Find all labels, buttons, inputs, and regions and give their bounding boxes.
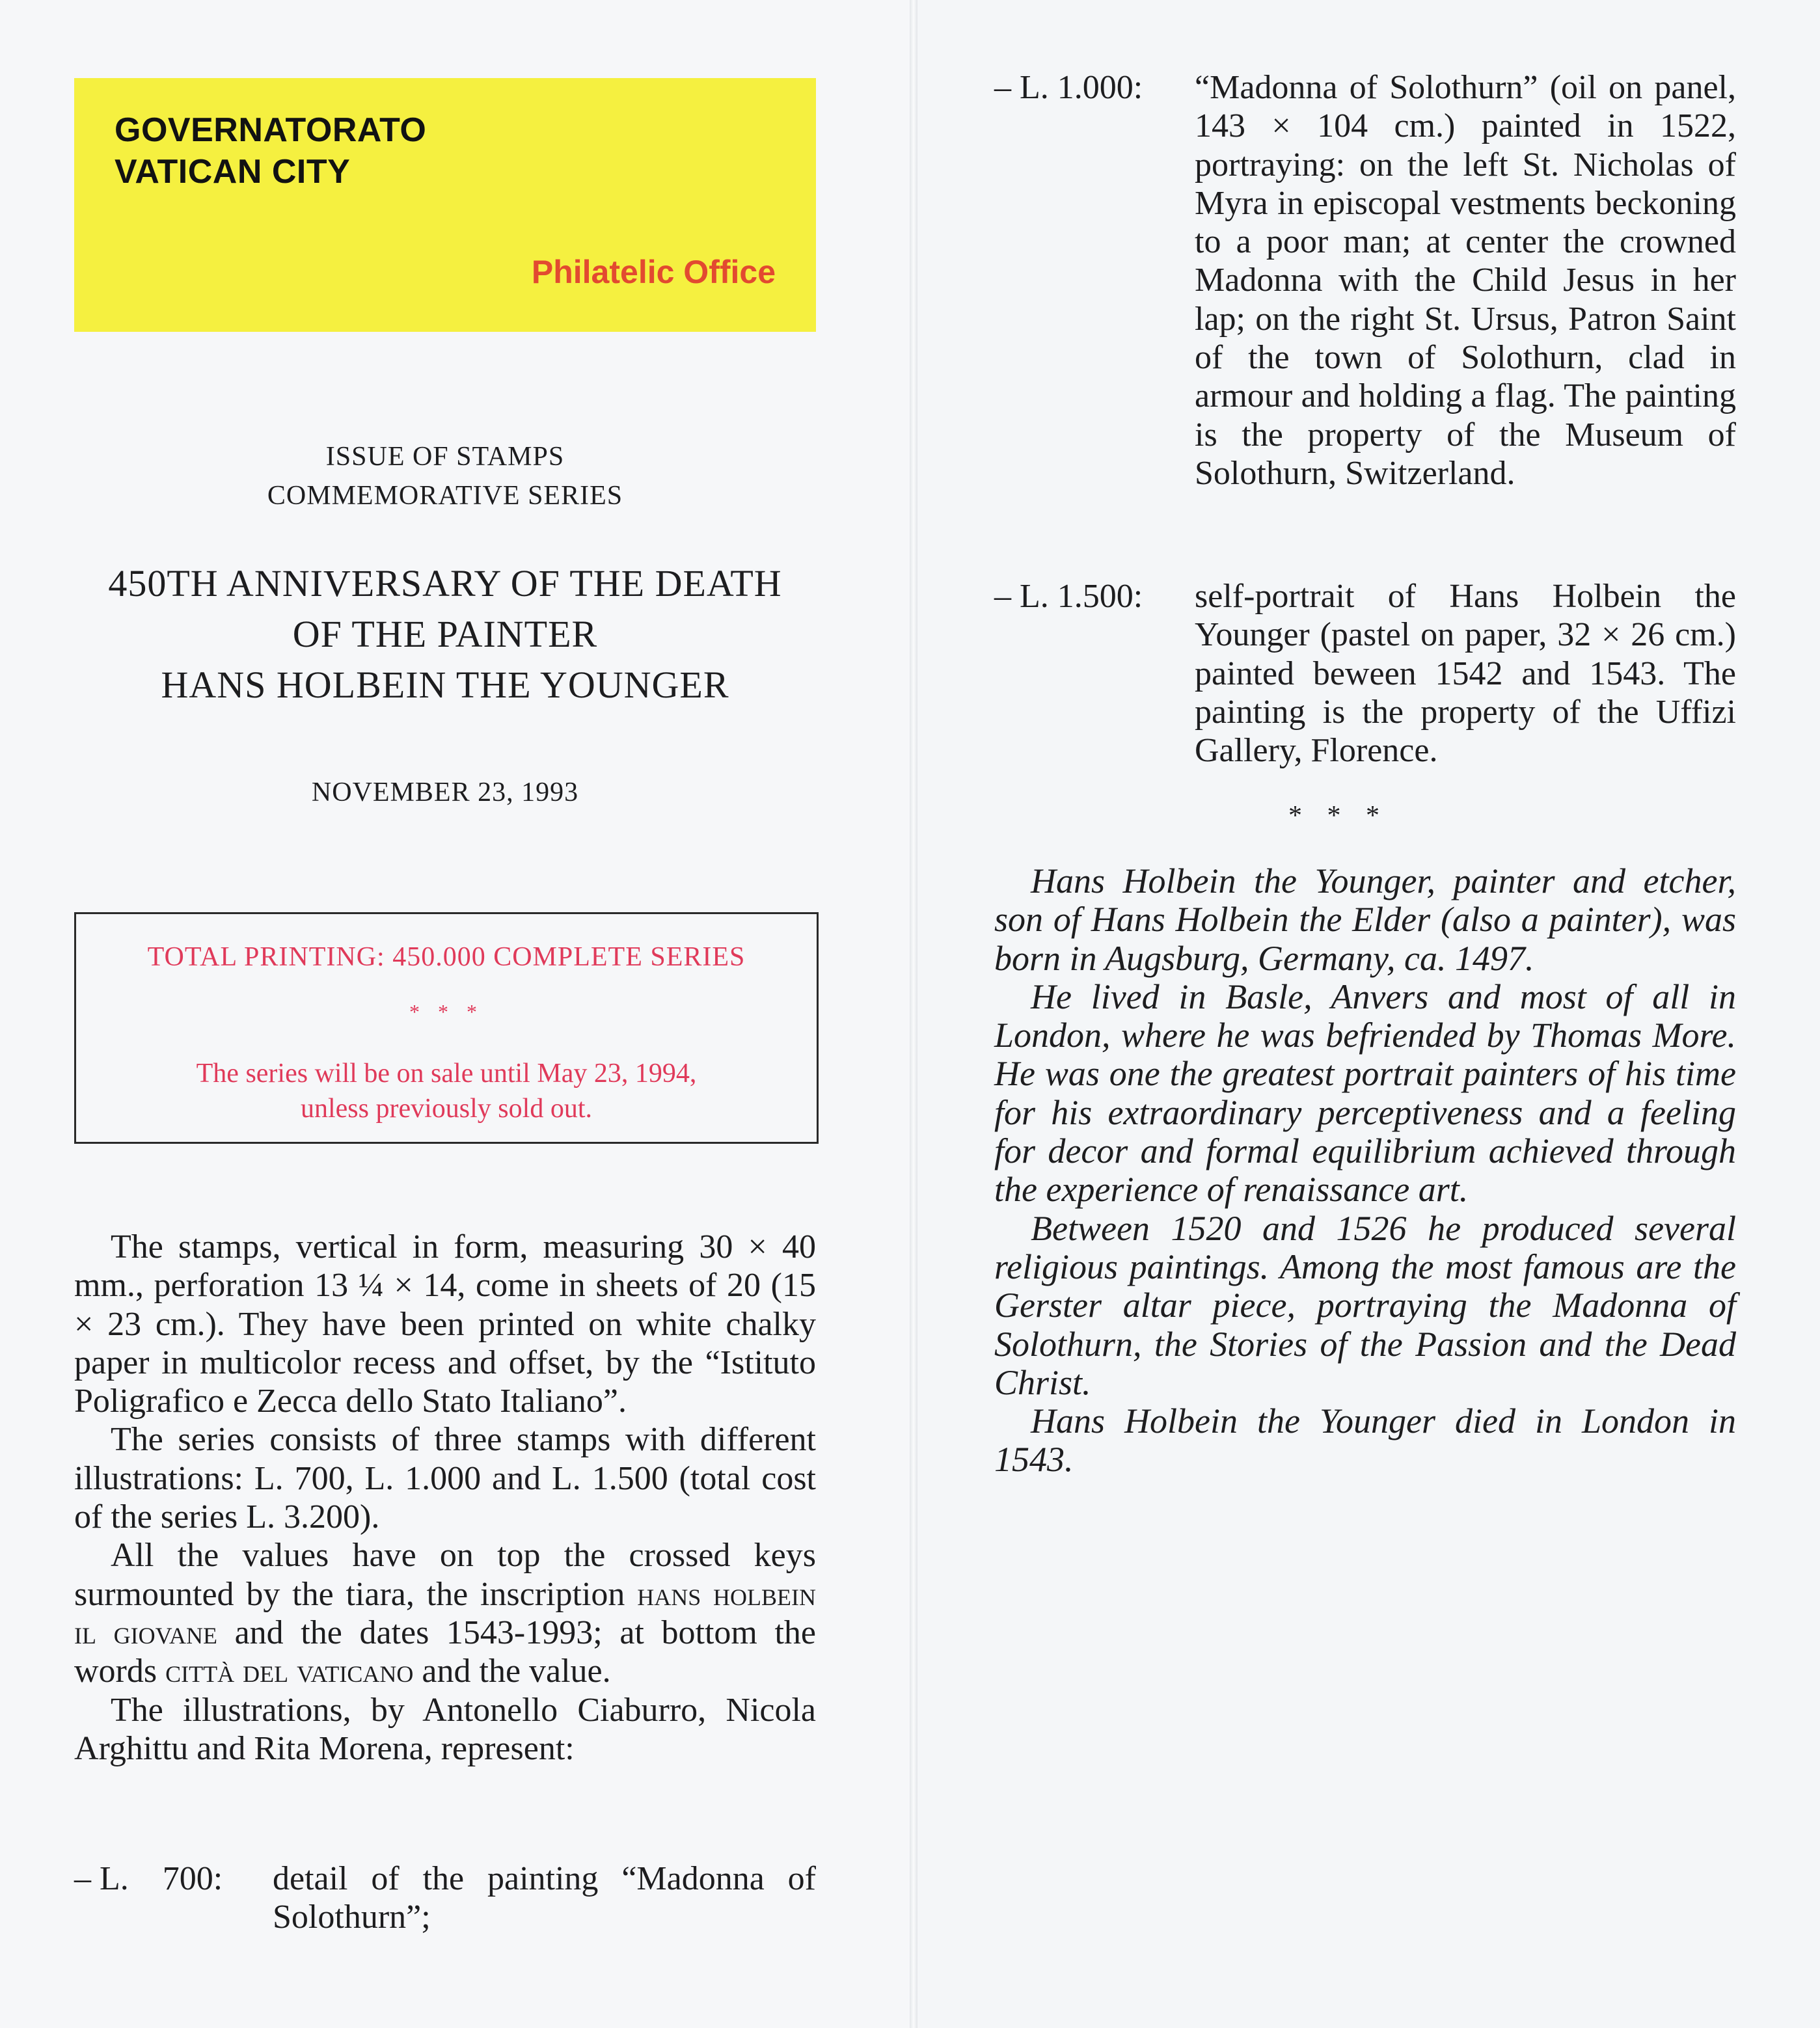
body-paragraph-1: The stamps, vertical in form, measuring 30 × 40 mm., perforation 13 ¼ × 14, come in sheets of 20 (15 × 23 cm.). They have been printed on white chalky paper in multicolor recess and offset, by the “Istituto Poligrafico e Zecca dello Stato Italiano”.	[74, 1228, 816, 1420]
printing-box	[74, 912, 819, 1144]
value-item-1000	[994, 68, 1736, 576]
page-title	[74, 558, 816, 710]
bio-paragraph-4: Hans Holbein the Younger died in London in 1543.	[994, 1401, 1736, 1480]
bio-paragraph-2: He lived in Basle, Anvers and most of all in London, where he was befriended by Thomas More. He was one the greatest portrait painters of his time for his extraordinary perceptiveness and a feeling for decor and formal equilibrium achieved through the experience of renaissance art.	[994, 977, 1736, 1210]
value-description: detail of the painting “Madonna of Solothurn”;	[273, 1860, 816, 1936]
body-paragraph-3	[74, 1536, 816, 1690]
body-paragraph-4: The illustrations, by Antonello Ciaburro, Nicola Arghittu and Rita Morena, represent:	[74, 1691, 816, 1767]
value-item-1500	[994, 577, 1736, 772]
inscription-name: hans holbein il giovane	[74, 1575, 816, 1651]
inscription-text-b: and the dates 1543-1993; at bottom the words	[74, 1614, 816, 1690]
bio-paragraph-1: Hans Holbein the Younger, painter and etcher, son of Hans Holbein the Elder (also a painter), was born in Augsburg, Germany, ca. 1497.	[994, 861, 1736, 978]
inscription-text-c: and the value.	[413, 1653, 611, 1690]
inscription-vatican: città del vaticano	[165, 1653, 414, 1690]
title-line-3: HANS HOLBEIN THE YOUNGER	[161, 664, 729, 706]
sale-notice	[76, 1056, 817, 1126]
philatelic-office-label: Philatelic Office	[531, 254, 776, 290]
sale-line-2: unless previously sold out.	[301, 1094, 592, 1124]
issue-line-1: ISSUE OF STAMPS	[325, 442, 565, 472]
total-printing: TOTAL PRINTING: 450.000 COMPLETE SERIES	[147, 942, 746, 972]
value-description: self-portrait of Hans Holbein the Younger (pastel on paper, 32 × 26 cm.) painted beween 1542 and 1543. The painting is the property of the Uffizi Gallery, Florence.	[1195, 578, 1736, 770]
bio-paragraph-3: Between 1520 and 1526 he produced several religious paintings. Among the most famous are the Gerster altar piece, portraying the Madonna of Solothurn, the Stories of the Passion and the Dead Christ.	[994, 1208, 1736, 1402]
header-box	[74, 78, 816, 332]
page-fold	[910, 0, 917, 2028]
header-line-1: GOVERNATORATO	[115, 111, 427, 149]
issue-date: NOVEMBER 23, 1993	[311, 777, 579, 807]
header-line-2: VATICAN CITY	[115, 153, 351, 191]
value-description: “Madonna of Solothurn” (oil on panel, 143 × 104 cm.) painted in 1522, portraying: on the left St. Nicholas of Myra in episcopal vestments beckoning to a poor man; at center the crowned Madonna with the Child Jesus in her lap; on the right St. Ursus, Patron Saint of the town of Solothurn, clad in armour and holding a flag. The painting is the property of the Museum of Solothurn, Switzerland.	[1195, 69, 1736, 492]
value-label: – L. 700:	[74, 1860, 223, 1897]
value-label: – L. 1.000:	[994, 69, 1143, 106]
sale-line-1: The series will be on sale until May 23, 1994,	[196, 1059, 697, 1088]
printing-stars: * * *	[409, 1000, 483, 1023]
body-paragraph-2: The series consists of three stamps with different illustrations: L. 700, L. 1.000 and L. 1.500 (total cost of the series L. 3.200).	[74, 1421, 816, 1536]
title-line-2: OF THE PAINTER	[292, 613, 598, 655]
issue-line-2: COMMEMORATIVE SERIES	[267, 481, 623, 511]
section-separator: * * *	[1288, 801, 1389, 831]
inscription-text-a: All the values have on top the crossed keys surmounted by the tiara, the inscription	[74, 1537, 816, 1613]
value-item-700	[74, 1859, 816, 1944]
stamp-description	[74, 1228, 816, 1768]
governatorato-heading	[115, 109, 426, 193]
title-line-1: 450TH ANNIVERSARY OF THE DEATH	[108, 562, 782, 604]
value-label: – L. 1.500:	[994, 578, 1143, 615]
issue-heading	[74, 437, 816, 515]
biography	[994, 862, 1736, 1480]
